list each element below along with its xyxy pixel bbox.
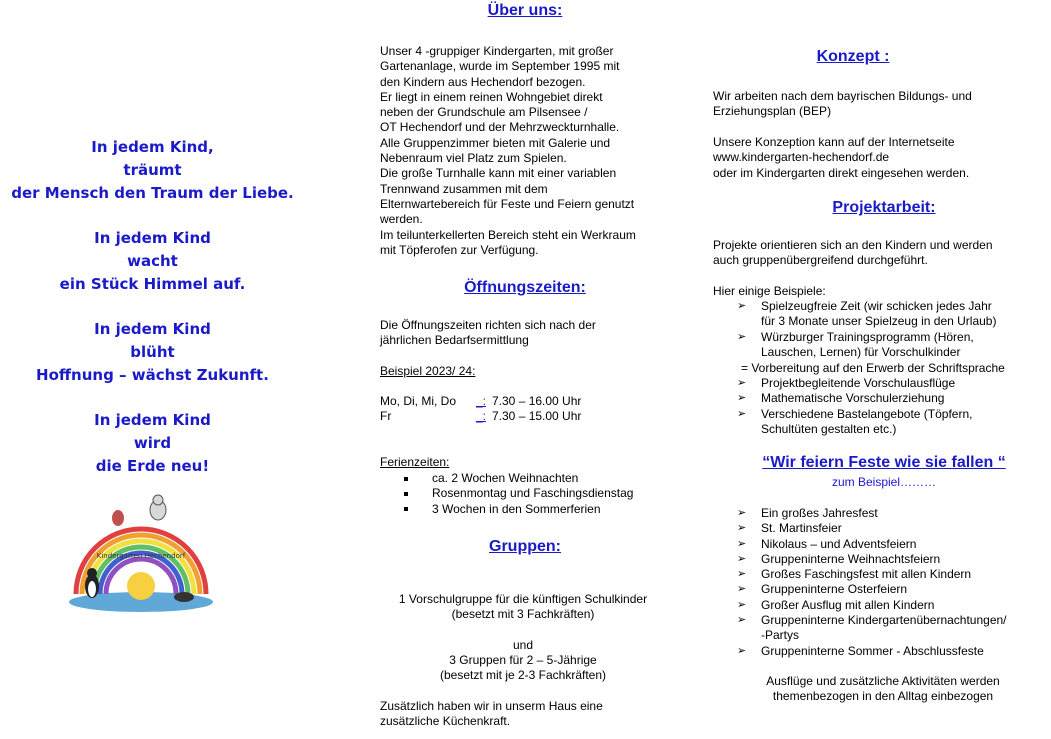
text-line: mit Töpferofen zur Verfügung. [380,242,539,257]
text-line: Gartenanlage, wurde im September 1995 mit [380,59,620,74]
list-item-text: Mathematische Vorschulerziehung [761,391,945,406]
poem-line: In jedem Kind [94,411,211,429]
text-line: Nebenraum viel Platz zum Spielen. [380,151,567,166]
list-item-text: Gruppeninterne Sommer - Abschlussfeste [761,643,984,658]
hours-time: 7.30 – 16.00 Uhr [492,394,582,408]
hours-example-label: Beispiel 2023/ 24: [380,364,476,378]
poem-line: In jedem Kind [94,320,211,338]
arrow-bullet-icon: ➢ [737,568,747,581]
list-item-text: Gruppeninterne Osterfeiern [761,582,908,597]
projects-equals-line: = Vorbereitung auf den Erwerb der Schriftsprache [741,361,1005,375]
poem-line: wird [133,434,172,452]
list-item-text: Nikolaus – und Adventsfeiern [761,536,917,551]
groups-heading: Gruppen: [489,538,561,555]
arrow-bullet-icon: ➢ [737,522,747,535]
projects-intro [713,238,993,269]
text-line: werden. [380,212,423,227]
text-line [370,623,676,638]
list-item [737,506,1007,521]
projects-heading: Projektarbeit: [832,199,936,216]
text-line: Elternwartebereich für Feste und Feiern genutzt [380,196,635,211]
arrow-bullet-icon: ➢ [737,330,747,343]
list-item-text: Projektbegleitende Vorschulausflüge [761,376,956,390]
arrow-bullet-icon: ➢ [737,537,747,550]
list-item-text: St. Martinsfeier [761,521,842,536]
text-line: Die große Turnhalle kann mit einer variablen [380,166,617,181]
right-panel [705,0,1045,739]
text-line: Wir arbeiten nach dem bayrischen Bildungs- und [713,89,972,103]
list-item [737,521,1007,536]
text-line: den Kindern aus Hechendorf bezogen. [380,74,586,89]
holiday-text: ca. 2 Wochen Weihnachten [432,471,579,485]
poem [0,136,305,500]
festivals-sub: zum Beispiel……… [831,475,937,489]
holiday-text: 3 Wochen in den Sommerferien [432,501,601,516]
list-item-text: Großer Ausflug mit allen Kindern [761,597,935,612]
square-bullet-icon [404,471,408,486]
poem-line: die Erde neu! [95,457,210,475]
text-line: Im teilunterkellerten Bereich steht ein Werkraum [380,227,636,242]
concept-p1 [713,89,972,120]
hours-separator: _: [476,394,487,408]
hours-intro [380,318,596,349]
text-line: Erziehungsplan (BEP) [713,104,832,119]
holiday-item [404,471,633,486]
poem-line: In jedem Kind [94,229,211,247]
hours-time: 7.30 – 15.00 Uhr [492,409,582,424]
square-bullet-icon [404,502,408,517]
text-line: jährlichen Bedarfsermittlung [380,333,529,348]
text-line: OT Hechendorf und der Mehrzweckturnhalle. [380,120,620,135]
text-line: Die Öffnungszeiten richten sich nach der [380,318,596,332]
festivals-closing [705,674,1051,705]
poem-stanza [0,318,305,387]
poem-line: In jedem Kind, [91,138,214,156]
list-item-text: für 3 Monate unser Spielzeug in den Urlaub) [761,314,997,329]
projects-list-2 [737,376,972,437]
poem-line: ein Stück Himmel auf. [59,275,246,293]
hours-days: Fr [380,409,392,424]
holidays-list [404,471,633,517]
list-item-text: -Partys [761,628,800,643]
list-item [737,391,972,406]
poem-line: der Mensch den Traum der Liebe. [11,184,294,202]
text-line: Unsere Konzeption kann auf der Internetseite [713,135,955,149]
kindergarten-logo [66,494,216,614]
text-line: Trennwand zusammen mit dem [380,181,548,196]
concept-p2 [713,135,969,181]
list-item [737,537,1007,552]
text-line: (besetzt mit 3 Fachkräften) [451,607,595,622]
arrow-bullet-icon: ➢ [737,583,747,596]
hours-row [380,409,670,424]
text-line: Projekte orientieren sich an den Kindern und werden [713,238,993,252]
arrow-bullet-icon: ➢ [737,598,747,611]
list-item-text: Großes Faschingsfest mit allen Kindern [761,567,972,582]
list-item-text: Spielzeugfreie Zeit (wir schicken jedes Jahr [761,299,992,313]
text-line: zusätzliche Küchenkraft. [380,714,511,729]
text-line: neben der Grundschule am Pilsensee / [380,105,588,120]
list-item-text: Lauschen, Lernen) für Vorschulkinder [761,344,961,359]
list-item-text: Gruppeninterne Weihnachtsfeiern [761,551,941,566]
text-line: Alle Gruppenzimmer bieten mit Galerie und [380,135,611,150]
arrow-bullet-icon: ➢ [737,407,747,420]
hours-days: Mo, Di, Mi, Do [380,394,457,408]
list-item [737,376,972,391]
festivals-list [737,506,1007,659]
arrow-bullet-icon: ➢ [737,644,747,657]
poem-line: wacht [127,252,178,270]
poem-stanza [0,136,305,205]
poem-stanza [0,409,305,478]
arrow-bullet-icon: ➢ [737,552,747,565]
text-line: Er liegt in einem reinen Wohngebiet direkt [380,89,603,104]
text-line: (besetzt mit je 2-3 Fachkräften) [439,668,607,683]
text-line: www.kindergarten-hechendorf.de [713,150,890,165]
arrow-bullet-icon: ➢ [737,392,747,405]
groups-text [370,592,676,684]
list-item [737,598,1007,613]
holiday-item [404,502,633,517]
list-item [737,330,996,361]
list-item-text: Würzburger Trainingsprogramm (Hören, [761,329,974,344]
left-panel [0,0,305,739]
list-item [737,407,972,438]
text-line: 3 Gruppen für 2 – 5-Jährige [449,653,597,668]
square-bullet-icon [404,486,408,501]
projects-list [737,299,996,360]
poem-line: Hoffnung – wächst Zukunft. [36,366,269,384]
arrow-bullet-icon: ➢ [737,614,747,627]
list-item [737,567,1007,582]
concept-heading: Konzept : [816,48,890,65]
arrow-bullet-icon: ➢ [737,507,747,519]
holiday-item [404,486,633,501]
text-line: Zusätzlich haben wir in unserm Haus eine [380,699,603,713]
poem-line: blüht [130,343,175,361]
text-line: Unser 4 -gruppiger Kindergarten, mit großer [380,44,614,58]
groups-extra [380,699,603,730]
list-item-text: Schultüten gestalten etc.) [761,421,897,436]
text-line: Ausflüge und zusätzliche Aktivitäten werden [766,674,1000,688]
hours-separator: _: [476,409,487,424]
middle-panel [370,0,680,739]
holidays-label: Ferienzeiten: [380,455,450,469]
hours-row [380,394,670,409]
festivals-heading: “Wir feiern Feste wie sie fallen “ [762,454,1006,471]
arrow-bullet-icon: ➢ [737,300,747,312]
text-line: 1 Vorschulgruppe für die künftigen Schulkinder [398,592,648,606]
projects-examples-label: Hier einige Beispiele: [713,284,826,298]
list-item-text: Ein großes Jahresfest [761,506,878,520]
text-line: themenbezogen in den Alltag einbezogen [772,689,994,704]
text-line: und [512,637,534,652]
about-heading: Über uns: [487,2,563,19]
text-line: auch gruppenübergreifend durchgeführt. [713,253,928,268]
poem-stanza [0,227,305,296]
list-item-text: Gruppeninterne Kindergartenübernachtungen/ [761,613,1007,628]
hours-table [380,394,670,425]
poem-line: träumt [123,161,182,179]
holiday-text: Rosenmontag und Faschingsdienstag [432,486,634,501]
text-line: oder im Kindergarten direkt eingesehen werden. [713,165,970,180]
list-item [737,613,1007,644]
hours-heading: Öffnungszeiten: [464,279,586,296]
list-item-text: Verschiedene Bastelangebote (Töpfern, [761,406,973,421]
list-item [737,299,996,330]
list-item [737,582,1007,597]
arrow-bullet-icon: ➢ [737,377,747,389]
about-text [380,44,636,258]
logo-text: Kindergarten Hechendorf [96,552,186,560]
list-item [737,644,1007,659]
list-item [737,552,1007,567]
